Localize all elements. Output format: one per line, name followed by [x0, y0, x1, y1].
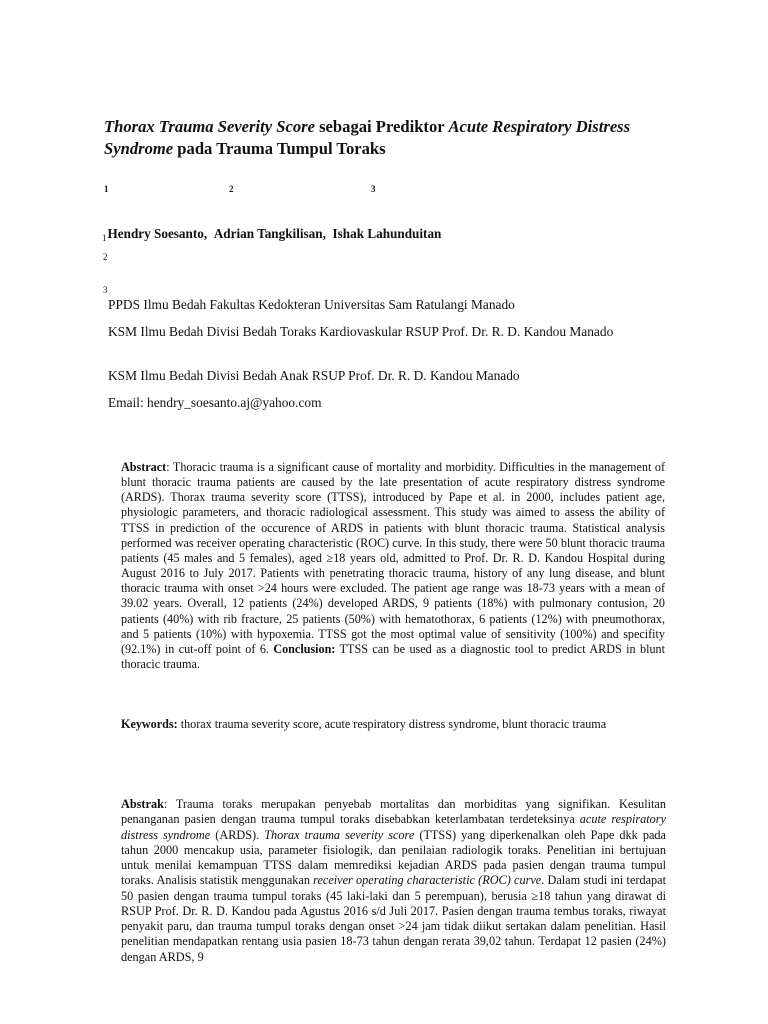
conclusion-label: Conclusion:	[273, 641, 336, 656]
paper-title	[104, 116, 684, 160]
abstrak-text-1: : Trauma toraks merupakan penyebab mortalitas dan morbiditas yang signifikan. Kesulitan penanganan pasien dengan trauma tumpul toraks disebabkan keterlambatan terdeteksinya	[121, 797, 666, 827]
author-prefix-marker: 1	[102, 233, 107, 243]
indonesian-abstract	[121, 797, 666, 965]
affiliation-marker-3: 3	[103, 285, 108, 295]
email-line: Email: hendry_soesanto.aj@yahoo.com	[108, 395, 322, 410]
affiliation-3: KSM Ilmu Bedah Divisi Bedah Anak RSUP Prof. Dr. R. D. Kandou Manado	[108, 368, 520, 383]
english-abstract	[121, 460, 665, 672]
affiliation-marker-2: 2	[103, 252, 108, 262]
conclusion-text: TTSS can be used as a diagnostic tool to predict ARDS in blunt thoracic trauma.	[121, 641, 665, 672]
author-name-3: Ishak Lahunduitan	[332, 226, 442, 241]
abstrak-text-2: (ARDS).	[210, 827, 265, 842]
author-superscript-3: 3	[371, 184, 376, 194]
abstrak-text-4: . Dalam studi ini terdapat 50 pasien dengan trauma tumpul toraks (45 laki-laki dan 5 perempuan), berusia ≥18 tahun yang dirawat di RSUP Prof. Dr. R. D. Kandou pada Agustus 2016 s/d Juli 2017. Pasien dengan trauma tembus toraks, riwayat penyakit paru, dan trauma tumpul toraks dengan onset >24 jam tidak diikut sertakan dalam penelitian. Hasil penelitian mendapatkan rentang usia pasien 18-73 tahun dengan rerata 39,02 tahun. Terdapat 12 pasien (24%) dengan ARDS, 9	[121, 873, 666, 964]
title-italic-1: Thorax Trauma Severity Score	[104, 117, 315, 136]
title-italic-3: Acute Respiratory Distress Syndrome	[104, 117, 631, 158]
author-superscript-2: 2	[229, 184, 234, 194]
abstrak-italic-1: acute respiratory distress syndrome	[121, 812, 666, 842]
abstrak-text-3: (TTSS) yang diperkenalkan oleh Pape dkk pada tahun 2000 mencakup usia, parameter fisiologik, dan penilaian radiologik toraks. Penelitian ini bertujuan untuk menilai kemampuan TTSS dalam memrediksi kejadian ARDS pada pasien dengan trauma tumpul toraks. Analisis statistik menggunakan	[121, 827, 666, 888]
title-text-2: sebagai Prediktor	[314, 117, 449, 136]
affiliation-1: PPDS Ilmu Bedah Fakultas Kedokteran Universitas Sam Ratulangi Manado	[108, 297, 515, 312]
abstract-label: Abstract	[121, 460, 167, 474]
author-name-2: Adrian Tangkilisan,	[213, 226, 326, 241]
abstrak-italic-3: receiver operating characteristic (ROC) curve	[313, 873, 542, 888]
author-name-1: Hendry Soesanto,	[107, 226, 208, 241]
affiliation-2: KSM Ilmu Bedah Divisi Bedah Toraks Kardiovaskular RSUP Prof. Dr. R. D. Kandou Manado	[108, 324, 614, 339]
abstract-body: : Thoracic trauma is a significant cause of mortality and morbidity. Difficulties in the management of blunt thoracic trauma patients are caused by the late presentation of acute respiratory distress syndrome (ARDS). Thorax trauma severity score (TTSS), introduced by Pape et al. in 2000, includes patient age, physiologic parameters, and thoracic radiological assessment. This study was aimed to assess the ability of TTSS in prediction of the occurence of ARDS in patients with blunt thoracic trauma. Statistical analysis performed was receiver operating characteristic (ROC) curve. In this study, there were 50 blunt thoracic trauma patients (45 males and 5 females), aged ≥18 years old, admitted to Prof. Dr. R. D. Kandou Hospital during August 2016 to July 2017. Patients with penetrating thoracic trauma, history of any lung disease, and blunt thoracic trauma with onset >24 hours were excluded. The patient age range was 18-73 years with a mean of 39.02 years. Overall, 12 patients (24%) developed ARDS, 9 patients (18%) with pulmonary contusion, 20 patients (40%) with rib fracture, 25 patients (50%) with hematothorax, 6 patients (12%) with pneumothorax, and 5 patients (10%) with hypoxemia. TTSS got the most optimal value of sensitivity (100%) and specifity (92.1%) in cut-off point of 6.	[121, 460, 665, 656]
abstrak-italic-2: Thorax trauma severity score	[264, 827, 415, 842]
keywords	[121, 717, 665, 732]
keywords-text: thorax trauma severity score, acute respiratory distress syndrome, blunt thoracic trauma	[177, 717, 607, 731]
title-text-4: pada Trauma Tumpul Toraks	[173, 139, 386, 158]
author-list	[102, 226, 441, 243]
abstrak-label: Abstrak	[121, 797, 164, 811]
author-superscript-1: 1	[104, 184, 109, 194]
keywords-label: Keywords:	[121, 717, 178, 731]
